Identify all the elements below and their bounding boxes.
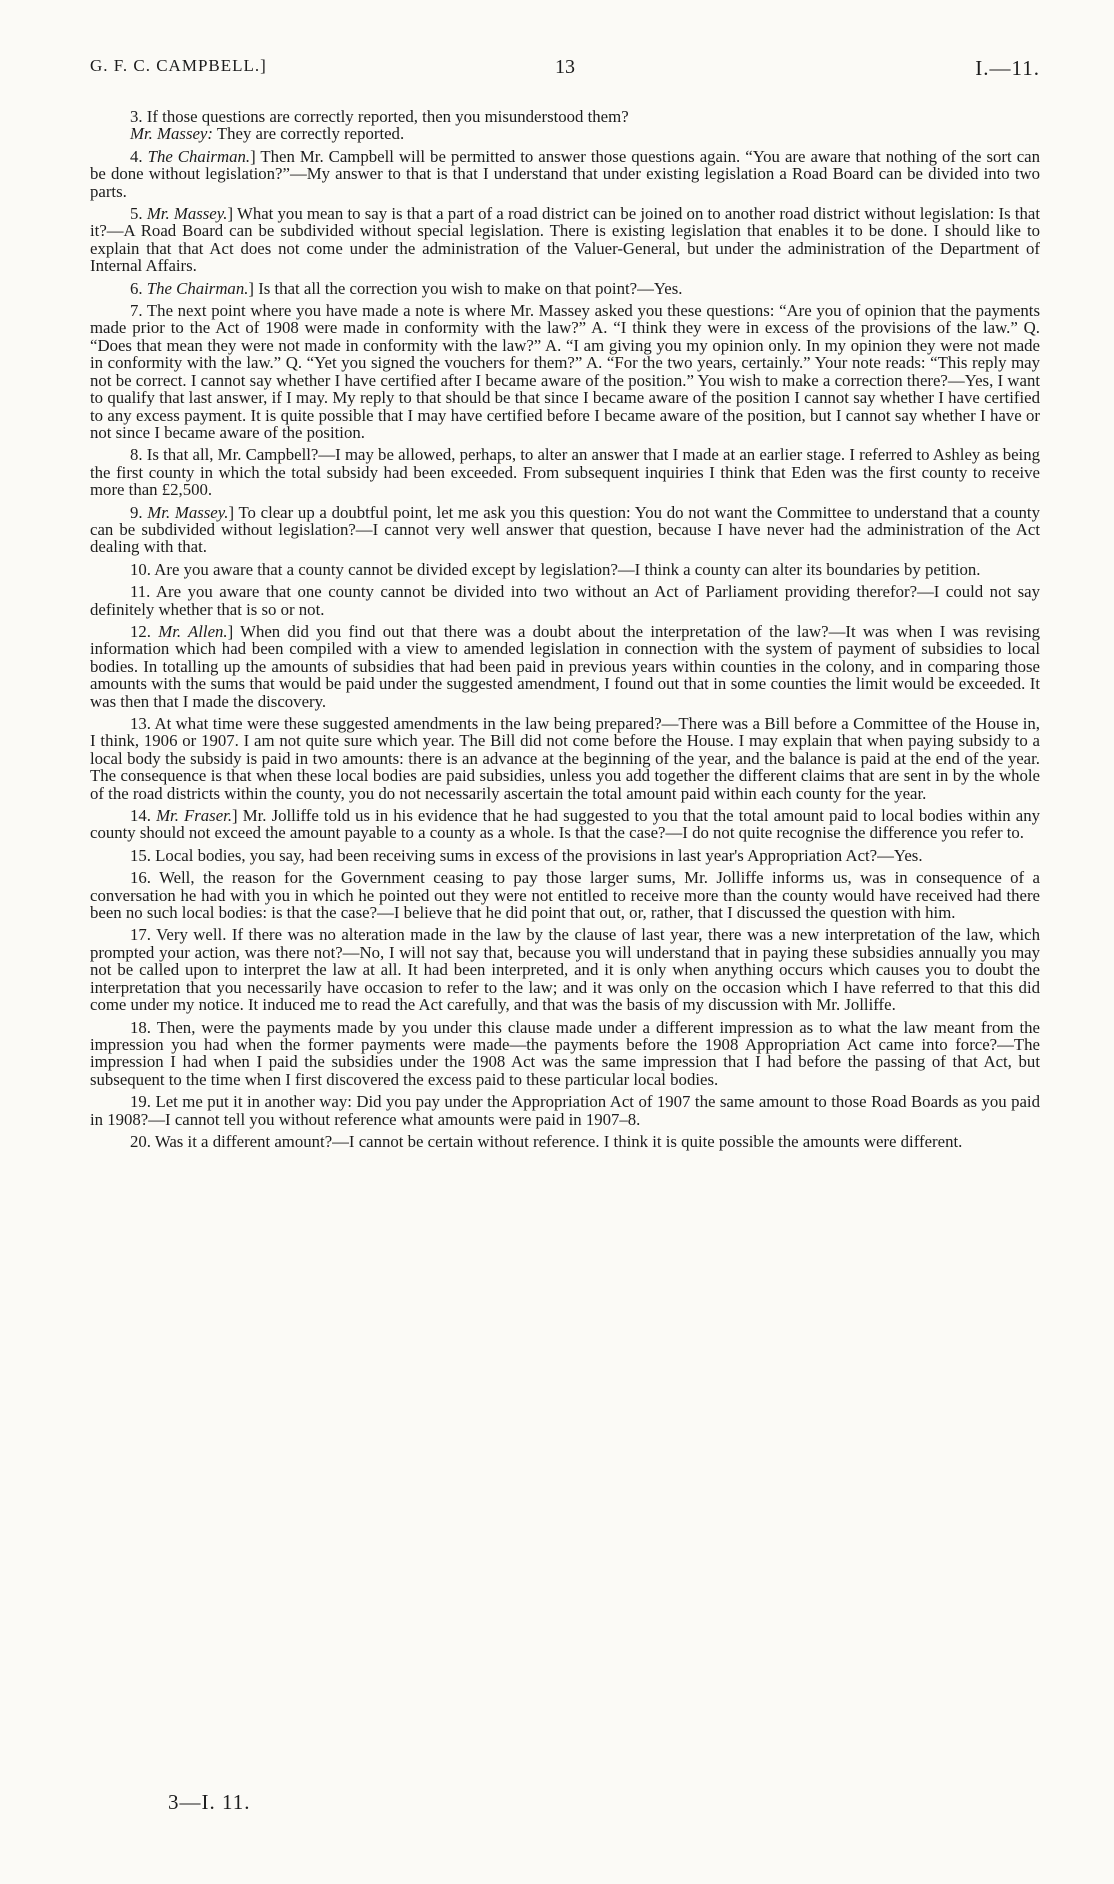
- paragraph-text: ] Mr. Jolliffe told us in his evidence that he had suggested to you that the total amount paid to local bodies within any county should not exceed the amount payable to a county as a whole. Is that the case?—I do not quite recognise the difference you refer to.: [90, 806, 1040, 843]
- paragraph-text: 8. Is that all, Mr. Campbell?—I may be allowed, perhaps, to alter an answer that I made at an earlier stage. I referred to Ashley as being the first county in which the total subsidy had been exceeded. From subsequent inquiries I think that Eden was the first county to receive more than £2,500.: [90, 445, 1040, 500]
- testimony-paragraph: [90, 1133, 1040, 1150]
- paragraph-text: 16. Well, the reason for the Government ceasing to pay those larger sums, Mr. Jolliffe informs us, was in consequence of a conversation he had with you in which he pointed out they were not entitled to receive more than the county would have received had there been no such local bodies: is that the case?—I believe that he did point that out, or, rather, that I discussed the question with him.: [90, 868, 1040, 923]
- question-number: 9.: [130, 502, 148, 522]
- testimony-paragraph: [90, 583, 1040, 618]
- sheet-signature: 3—I. 11.: [168, 1790, 251, 1814]
- question-number: 14.: [130, 806, 157, 826]
- testimony-paragraph: [90, 869, 1040, 921]
- paragraph-text: ] To clear up a doubtful point, let me ask you this question: You do not want the Committee to understand that a county can be subdivided without legislation?—I cannot very well answer that question, because I have never had the administration of the Act dealing with that.: [90, 502, 1040, 557]
- paragraph-text: 13. At what time were these suggested amendments in the law being prepared?—There was a Bill before a Committee of the House in, I think, 1906 or 1907. I am not quite sure which year. The Bill did not come before the House. I may explain that when paying subsidy to a local body the subsidy is paid in two amounts: there is an advance at the beginning of the year, and the balance is paid at the end of the year. The consequence is that when these local bodies are paid subsidies, unless you add together the different claims that are sent in by the whole of the road districts within the county, you do not necessarily ascertain the total amount paid within each county for the year.: [90, 714, 1040, 803]
- paragraph-text: 18. Then, were the payments made by you under this clause made under a different impression as to what the law meant from the impression you had when the former payments were made—the payments before the 1908 Appropriation Act came into force?—The impression I had when I paid the subsidies under the 1908 Act was the same impression that I had before the passing of that Act, but subsequent to the time when I first discovered the excess paid to these particular local bodies.: [90, 1017, 1040, 1089]
- speaker-name: Mr. Massey.: [147, 502, 229, 522]
- testimony-paragraph: [90, 148, 1040, 200]
- speaker-name: Mr. Allen.: [158, 621, 228, 641]
- header-witness-name: G. F. C. CAMPBELL.]: [90, 56, 267, 75]
- testimony-paragraph: [90, 280, 1040, 297]
- paragraph-text: 20. Was it a different amount?—I cannot be certain without reference. I think it is quite possible the amounts were different.: [130, 1131, 963, 1151]
- speaker-name: Mr. Massey.: [146, 204, 228, 224]
- testimony-paragraph: [90, 205, 1040, 275]
- paragraph-text: 7. The next point where you have made a note is where Mr. Massey asked you these questions: “Are you of opinion that the payments made prior to the Act of 1908 were made in conformity with the law?” A. “I think they were in excess of the provisions of the law.” Q. “Does that mean they were not made in conformity with the law?” A. “I am giving you my opinion only. In my opinion they were not made in conformity with the law.” Q. “Yet you signed the vouchers for them?” A. “For the two years, certainly.” Your note reads: “This reply may not be correct. I cannot say whether I have certified after I became aware of the position.” You wish to make a correction there?—Yes, I want to qualify that last answer, if I may. My reply to that should be that since I became aware of the position I cannot say whether I have certified to any excess payment. It is quite possible that I may have certified before I became aware of the position, but I cannot say whether I have or not since I became aware of the position.: [90, 301, 1040, 442]
- page-header: [90, 56, 1040, 86]
- testimony-paragraph: [90, 1093, 1040, 1128]
- testimony-paragraph: [90, 125, 1040, 142]
- paragraph-text: 17. Very well. If there was no alteration made in the law by the clause of last year, there was a new interpretation of the law, which prompted your action, was there not?—No, I will not say that, because you will understand that in paying these subsidies annually you may not be called upon to interpret the law at all. It had been interpreted, and it is only when anything occurs which causes you to doubt the interpretation that you necessarily have occasion to refer to the law; and it was only on the occasion which I have referred to that this did come under my notice. It induced me to read the Act carefully, and that was the basis of my discussion with Mr. Jolliffe.: [90, 925, 1040, 1015]
- speaker-name: Mr. Fraser.: [156, 806, 233, 826]
- testimony-paragraph: [90, 847, 1040, 864]
- document-body: [90, 108, 1040, 1150]
- header-page-number: 13: [555, 56, 575, 78]
- paragraph-text: 11. Are you aware that one county cannot be divided into two without an Act of Parliament providing therefor?—I could not say definitely whether that is so or not.: [90, 582, 1040, 619]
- testimony-paragraph: [90, 926, 1040, 1013]
- paragraph-text: 19. Let me put it in another way: Did you pay under the Appropriation Act of 1907 the same amount to those Road Boards as you paid in 1908?—I cannot tell you without reference what amounts were paid in 1907–8.: [90, 1092, 1040, 1129]
- question-number: 5.: [130, 204, 147, 224]
- speaker-name: Mr. Massey:: [130, 124, 213, 144]
- header-paper-reference: I.—11.: [975, 56, 1040, 80]
- testimony-paragraph: [90, 623, 1040, 710]
- paragraph-text: ] What you mean to say is that a part of a road district can be joined on to another road district without legislation: Is that it?—A Road Board can be subdivided without special legislation. There is existing legislation that enables it to be done. I should like to explain that that Act does not come under the administration of the Valuer-General, but under the administration of the Department of Internal Affairs.: [90, 204, 1041, 276]
- paragraph-text: They are correctly reported.: [212, 124, 405, 144]
- paragraph-text: ] Then Mr. Campbell will be permitted to answer those questions again. “You are aware that nothing of the sort can be done without legislation?”—My answer to that is that I understand that under existing legislation a Road Board can be divided into two parts.: [90, 146, 1040, 201]
- speaker-name: The Chairman.: [146, 278, 249, 298]
- question-number: 4.: [130, 146, 148, 166]
- question-number: 6.: [130, 278, 147, 298]
- paragraph-text: 15. Local bodies, you say, had been receiving sums in excess of the provisions in last year's Appropriation Act?—Yes.: [130, 845, 923, 865]
- paragraph-text: ] Is that all the correction you wish to make on that point?—Yes.: [248, 278, 683, 298]
- testimony-paragraph: [90, 302, 1040, 441]
- paragraph-text: 10. Are you aware that a county cannot be divided except by legislation?—I think a county can alter its boundaries by petition.: [130, 559, 981, 579]
- question-number: 12.: [130, 621, 159, 641]
- testimony-paragraph: [90, 715, 1040, 802]
- speaker-name: The Chairman.: [147, 146, 251, 166]
- paragraph-text: 3. If those questions are correctly reported, then you misunderstood them?: [130, 107, 629, 126]
- paragraph-text: ] When did you find out that there was a doubt about the interpretation of the law?—It was when I was revising information which had been compiled with a view to amended legislation in connection with the system of payment of subsidies to local bodies. In totalling up the amounts of subsidies that had been paid in previous years within counties in the colony, and in comparing those amounts with the sums that would be paid under the suggested amendment, I found out that in some counties the limit would be exceeded. It was then that I made the discovery.: [90, 621, 1040, 711]
- testimony-paragraph: [90, 504, 1040, 556]
- testimony-paragraph: [90, 108, 1040, 125]
- testimony-paragraph: [90, 561, 1040, 578]
- testimony-paragraph: [90, 807, 1040, 842]
- testimony-paragraph: [90, 446, 1040, 498]
- testimony-paragraph: [90, 1019, 1040, 1089]
